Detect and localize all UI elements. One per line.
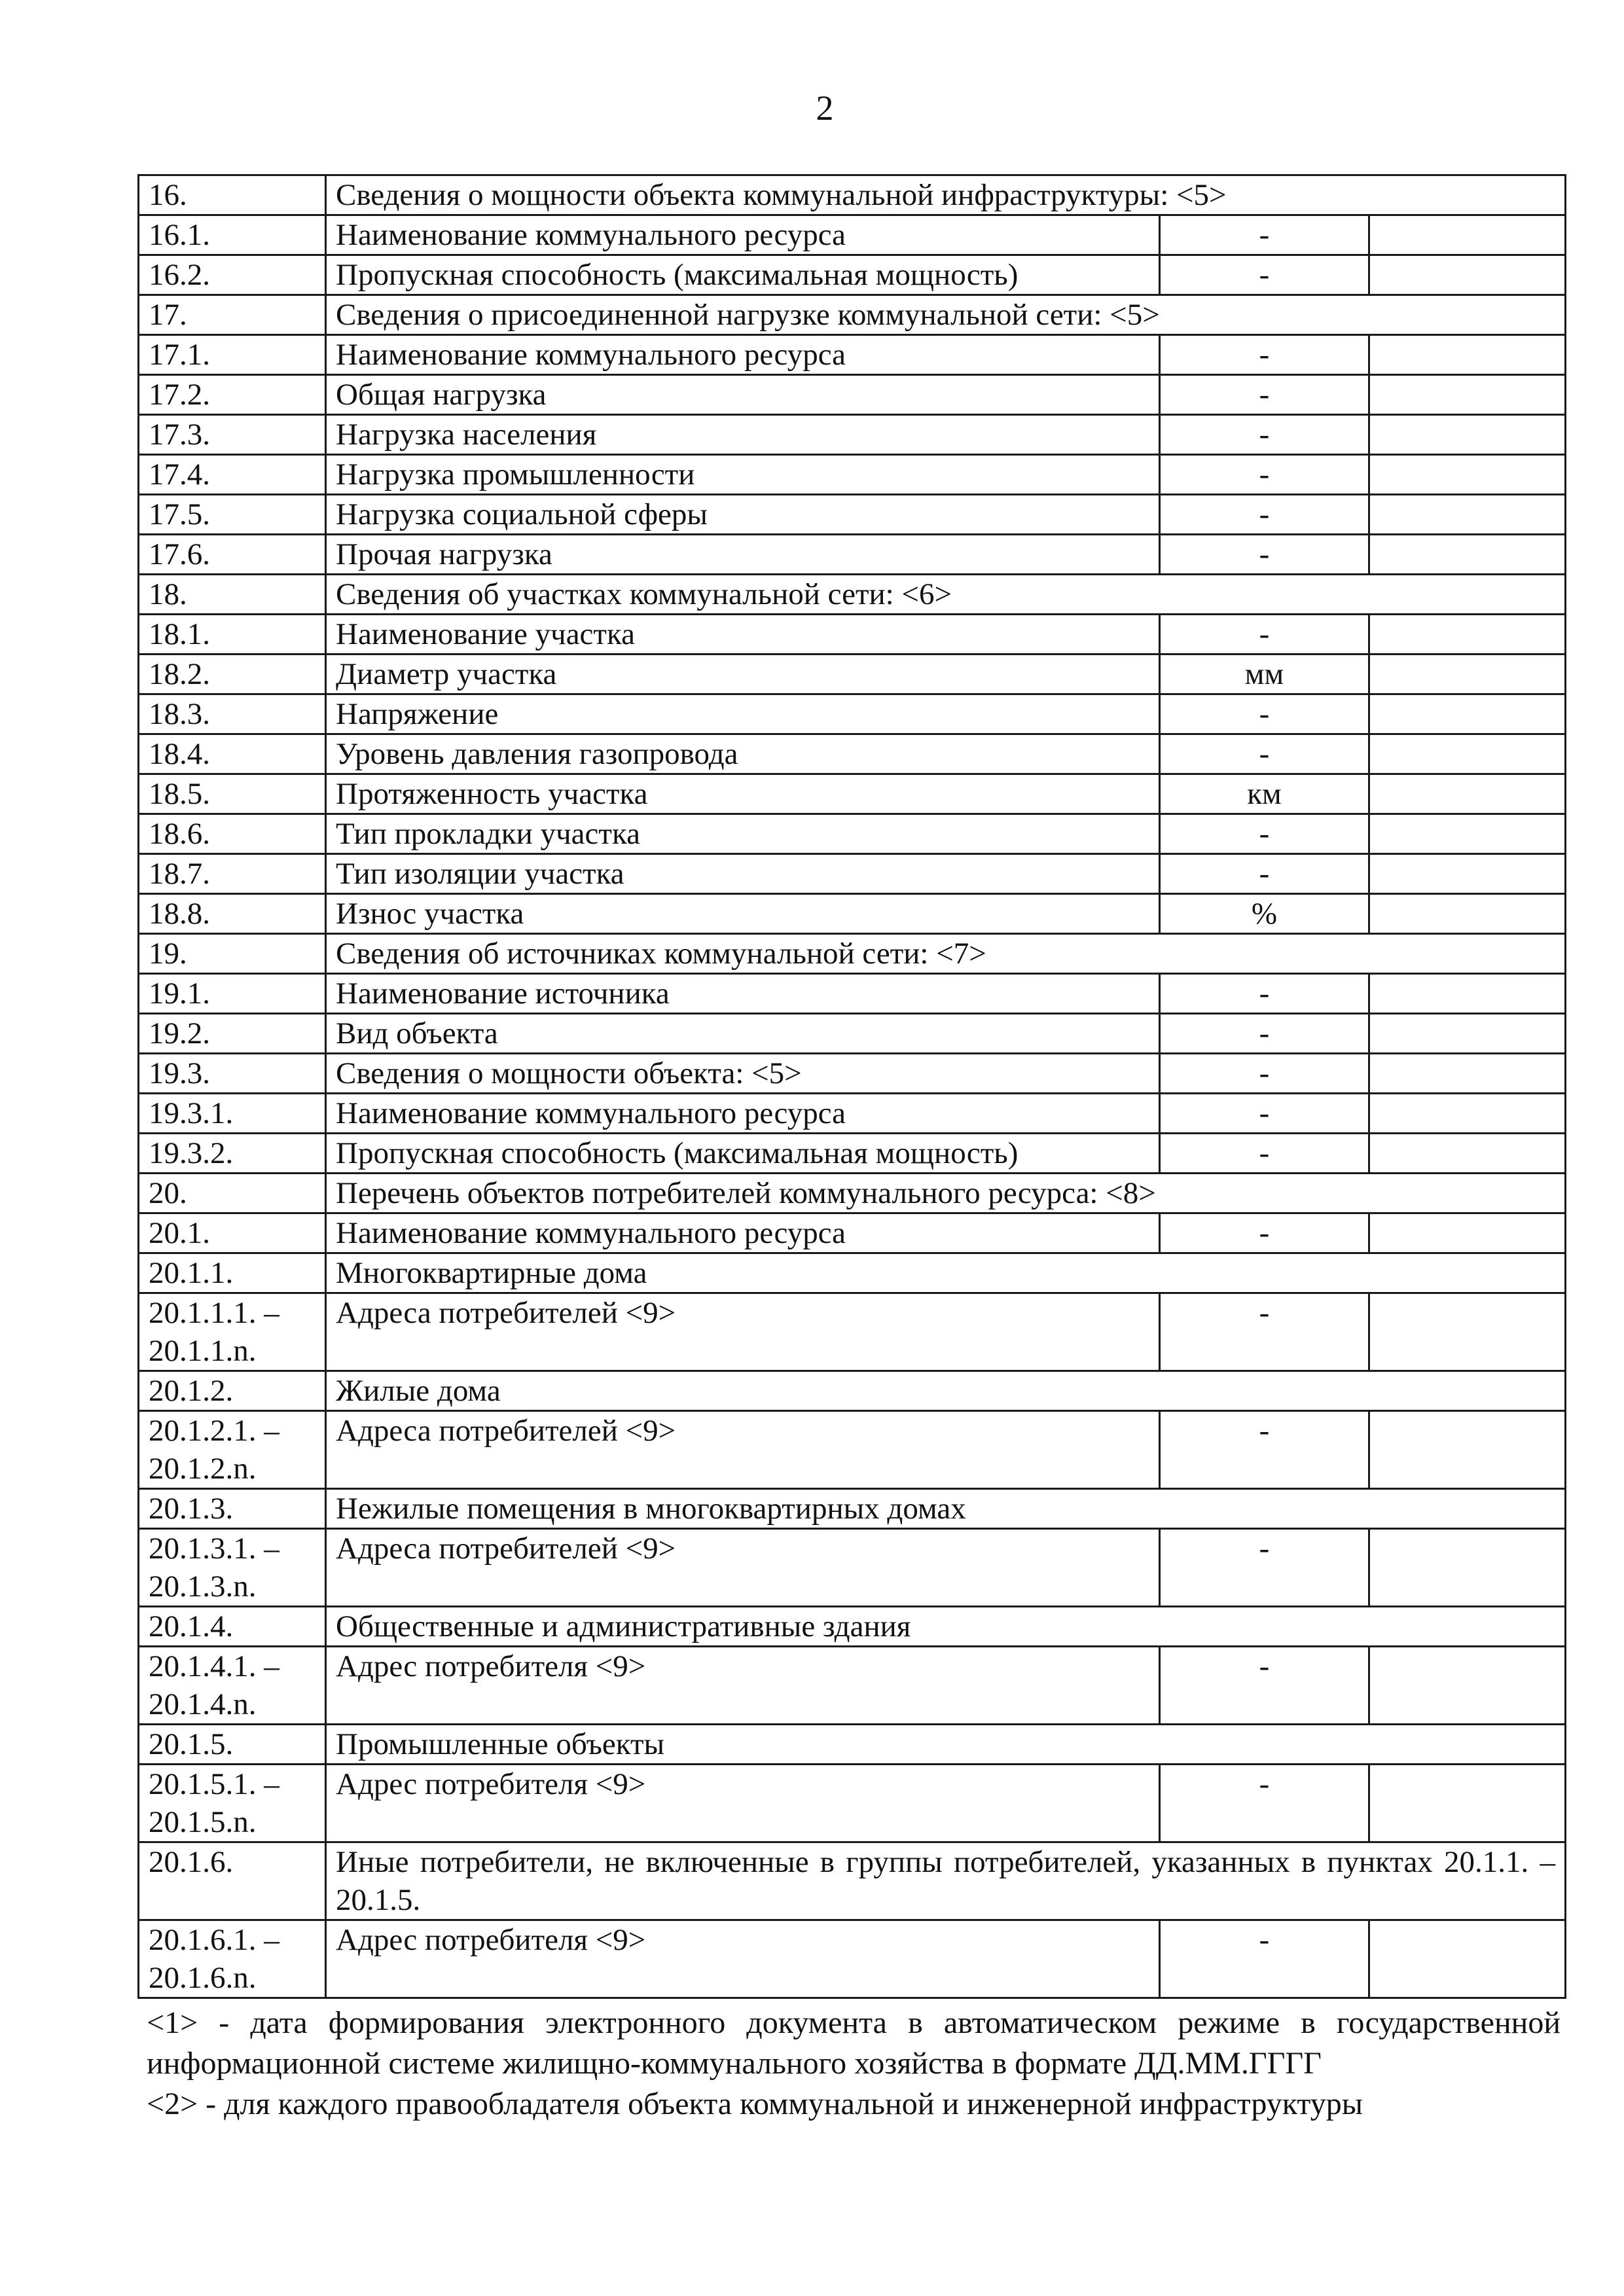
row-unit-cell: - — [1160, 535, 1369, 575]
row-label-cell: Иные потребители, не включенные в группы потребителей, указанных в пунктах 20.1.1. – 20.1.5. — [326, 1842, 1566, 1920]
table-row — [139, 1529, 1566, 1607]
table-row — [139, 1920, 1566, 1998]
table-row — [139, 1411, 1566, 1489]
row-value-cell — [1369, 694, 1566, 734]
row-value-cell — [1369, 1765, 1566, 1842]
table-row — [139, 1213, 1566, 1253]
row-label-cell: Наименование коммунального ресурса — [326, 335, 1160, 375]
row-label-cell: Общая нагрузка — [326, 375, 1160, 415]
row-label-cell: Адрес потребителя <9> — [326, 1920, 1160, 1998]
row-unit-cell: - — [1160, 694, 1369, 734]
row-number-cell: 18.1. — [139, 615, 326, 655]
row-unit-cell: - — [1160, 215, 1369, 255]
row-label-cell: Сведения об источниках коммунальной сети: <7> — [326, 934, 1566, 974]
row-label-cell: Протяженность участка — [326, 774, 1160, 814]
footnote-1: <1> - дата формирования электронного документа в автоматическом режиме в государственной информационной системе жилищно-коммунального хозяйства в формате ДД.ММ.ГГГГ — [147, 2005, 1561, 2081]
row-unit-cell: - — [1160, 455, 1369, 495]
row-number-cell: 20.1. — [139, 1213, 326, 1253]
row-unit-cell: - — [1160, 1054, 1369, 1094]
table-row — [139, 694, 1566, 734]
row-number-cell: 18.8. — [139, 894, 326, 934]
row-number-cell: 16. — [139, 175, 326, 215]
row-number-cell: 20.1.2. — [139, 1371, 326, 1411]
row-label-cell: Сведения об участках коммунальной сети: <6> — [326, 575, 1566, 615]
row-label-cell: Износ участка — [326, 894, 1160, 934]
row-number-cell: 20.1.1.1. – 20.1.1.n. — [139, 1293, 326, 1371]
row-number-cell: 17.3. — [139, 415, 326, 455]
row-label-cell: Наименование источника — [326, 974, 1160, 1014]
row-number-cell: 20.1.6.1. – 20.1.6.n. — [139, 1920, 326, 1998]
row-value-cell — [1369, 1293, 1566, 1371]
row-label-cell: Адрес потребителя <9> — [326, 1765, 1160, 1842]
table-row — [139, 894, 1566, 934]
table-row — [139, 774, 1566, 814]
table-section-row — [139, 934, 1566, 974]
table-row — [139, 535, 1566, 575]
row-value-cell — [1369, 894, 1566, 934]
row-label-cell: Адреса потребителей <9> — [326, 1293, 1160, 1371]
row-label-cell: Уровень давления газопровода — [326, 734, 1160, 774]
row-label-cell: Нагрузка социальной сферы — [326, 495, 1160, 535]
row-value-cell — [1369, 974, 1566, 1014]
table-section-row — [139, 1842, 1566, 1920]
row-number-cell: 19.2. — [139, 1014, 326, 1054]
row-value-cell — [1369, 1213, 1566, 1253]
row-number-cell: 17. — [139, 295, 326, 335]
table-section-row — [139, 575, 1566, 615]
row-unit-cell: км — [1160, 774, 1369, 814]
table-row — [139, 734, 1566, 774]
footnote-2: <2> - для каждого правообладателя объекта коммунальной и инженерной инфраструктуры — [147, 2087, 1363, 2121]
table-row — [139, 1014, 1566, 1054]
row-unit-cell: - — [1160, 335, 1369, 375]
table-row — [139, 974, 1566, 1014]
row-unit-cell: - — [1160, 1765, 1369, 1842]
table-row — [139, 215, 1566, 255]
row-number-cell: 20.1.4. — [139, 1607, 326, 1647]
row-value-cell — [1369, 335, 1566, 375]
row-value-cell — [1369, 1094, 1566, 1134]
table-row — [139, 1054, 1566, 1094]
row-unit-cell: - — [1160, 495, 1369, 535]
row-label-cell: Наименование коммунального ресурса — [326, 215, 1160, 255]
row-label-cell: Нагрузка промышленности — [326, 455, 1160, 495]
table-section-row — [139, 1371, 1566, 1411]
row-value-cell — [1369, 455, 1566, 495]
table-section-row — [139, 1725, 1566, 1765]
row-number-cell: 19. — [139, 934, 326, 974]
row-number-cell: 20.1.2.1. – 20.1.2.n. — [139, 1411, 326, 1489]
row-value-cell — [1369, 1054, 1566, 1094]
row-label-cell: Наименование коммунального ресурса — [326, 1213, 1160, 1253]
row-label-cell: Нежилые помещения в многоквартирных домах — [326, 1489, 1566, 1529]
row-unit-cell: - — [1160, 1411, 1369, 1489]
table-section-row — [139, 175, 1566, 215]
row-value-cell — [1369, 1529, 1566, 1607]
row-number-cell: 16.2. — [139, 255, 326, 295]
row-number-cell: 17.2. — [139, 375, 326, 415]
table-row — [139, 814, 1566, 854]
table-section-row — [139, 1489, 1566, 1529]
row-number-cell: 20.1.4.1. – 20.1.4.n. — [139, 1647, 326, 1725]
row-label-cell: Адрес потребителя <9> — [326, 1647, 1160, 1725]
row-number-cell: 18.2. — [139, 655, 326, 694]
data-table — [137, 174, 1566, 1999]
row-label-cell: Наименование коммунального ресурса — [326, 1094, 1160, 1134]
row-label-cell: Тип прокладки участка — [326, 814, 1160, 854]
row-value-cell — [1369, 1134, 1566, 1174]
row-value-cell — [1369, 255, 1566, 295]
row-label-cell: Наименование участка — [326, 615, 1160, 655]
row-number-cell: 19.3. — [139, 1054, 326, 1094]
row-unit-cell: - — [1160, 734, 1369, 774]
row-number-cell: 18.5. — [139, 774, 326, 814]
table-row — [139, 1094, 1566, 1134]
row-value-cell — [1369, 615, 1566, 655]
row-unit-cell: - — [1160, 1094, 1369, 1134]
row-value-cell — [1369, 655, 1566, 694]
row-number-cell: 18.6. — [139, 814, 326, 854]
row-number-cell: 18. — [139, 575, 326, 615]
row-value-cell — [1369, 1647, 1566, 1725]
row-label-cell: Диаметр участка — [326, 655, 1160, 694]
row-label-cell: Сведения о мощности объекта коммунальной инфраструктуры: <5> — [326, 175, 1566, 215]
table-row — [139, 1647, 1566, 1725]
table-row — [139, 1134, 1566, 1174]
row-number-cell: 20.1.1. — [139, 1253, 326, 1293]
table-row — [139, 375, 1566, 415]
row-number-cell: 20.1.6. — [139, 1842, 326, 1920]
row-label-cell: Нагрузка населения — [326, 415, 1160, 455]
row-unit-cell: - — [1160, 615, 1369, 655]
row-unit-cell: - — [1160, 1920, 1369, 1998]
row-value-cell — [1369, 774, 1566, 814]
table-row — [139, 415, 1566, 455]
row-unit-cell: - — [1160, 854, 1369, 894]
row-unit-cell: % — [1160, 894, 1369, 934]
row-label-cell: Общественные и административные здания — [326, 1607, 1566, 1647]
row-number-cell: 20.1.3.1. – 20.1.3.n. — [139, 1529, 326, 1607]
table-row — [139, 495, 1566, 535]
row-unit-cell: - — [1160, 375, 1369, 415]
row-number-cell: 20.1.3. — [139, 1489, 326, 1529]
row-unit-cell: мм — [1160, 655, 1369, 694]
row-number-cell: 19.1. — [139, 974, 326, 1014]
row-label-cell: Вид объекта — [326, 1014, 1160, 1054]
table-section-row — [139, 295, 1566, 335]
row-label-cell: Тип изоляции участка — [326, 854, 1160, 894]
row-value-cell — [1369, 375, 1566, 415]
row-label-cell: Напряжение — [326, 694, 1160, 734]
table-row — [139, 655, 1566, 694]
row-label-cell: Жилые дома — [326, 1371, 1566, 1411]
row-value-cell — [1369, 535, 1566, 575]
row-number-cell: 17.6. — [139, 535, 326, 575]
row-unit-cell: - — [1160, 1014, 1369, 1054]
page-number: 2 — [816, 88, 834, 128]
row-label-cell: Пропускная способность (максимальная мощность) — [326, 255, 1160, 295]
row-label-cell: Сведения о мощности объекта: <5> — [326, 1054, 1160, 1094]
row-value-cell — [1369, 814, 1566, 854]
row-number-cell: 16.1. — [139, 215, 326, 255]
row-value-cell — [1369, 1920, 1566, 1998]
row-number-cell: 18.3. — [139, 694, 326, 734]
row-unit-cell: - — [1160, 814, 1369, 854]
row-label-cell: Сведения о присоединенной нагрузке коммунальной сети: <5> — [326, 295, 1566, 335]
row-number-cell: 17.5. — [139, 495, 326, 535]
row-number-cell: 20.1.5.1. – 20.1.5.n. — [139, 1765, 326, 1842]
row-value-cell — [1369, 854, 1566, 894]
row-unit-cell: - — [1160, 415, 1369, 455]
table-row — [139, 255, 1566, 295]
row-value-cell — [1369, 1014, 1566, 1054]
row-value-cell — [1369, 1411, 1566, 1489]
row-unit-cell: - — [1160, 255, 1369, 295]
row-label-cell: Пропускная способность (максимальная мощность) — [326, 1134, 1160, 1174]
row-unit-cell: - — [1160, 1293, 1369, 1371]
table-row — [139, 854, 1566, 894]
row-unit-cell: - — [1160, 1647, 1369, 1725]
row-unit-cell: - — [1160, 1213, 1369, 1253]
row-number-cell: 20. — [139, 1174, 326, 1213]
row-label-cell: Промышленные объекты — [326, 1725, 1566, 1765]
table-section-row — [139, 1607, 1566, 1647]
footnotes — [147, 2003, 1561, 2125]
row-label-cell: Адреса потребителей <9> — [326, 1529, 1160, 1607]
row-number-cell: 17.4. — [139, 455, 326, 495]
row-value-cell — [1369, 215, 1566, 255]
row-value-cell — [1369, 734, 1566, 774]
row-number-cell: 20.1.5. — [139, 1725, 326, 1765]
row-number-cell: 18.4. — [139, 734, 326, 774]
row-value-cell — [1369, 415, 1566, 455]
table-section-row — [139, 1253, 1566, 1293]
row-number-cell: 17.1. — [139, 335, 326, 375]
row-number-cell: 18.7. — [139, 854, 326, 894]
table-row — [139, 615, 1566, 655]
row-unit-cell: - — [1160, 974, 1369, 1014]
table-section-row — [139, 1174, 1566, 1213]
table-row — [139, 1765, 1566, 1842]
table-row — [139, 455, 1566, 495]
row-number-cell: 19.3.1. — [139, 1094, 326, 1134]
row-label-cell: Перечень объектов потребителей коммунального ресурса: <8> — [326, 1174, 1566, 1213]
row-unit-cell: - — [1160, 1529, 1369, 1607]
row-label-cell: Прочая нагрузка — [326, 535, 1160, 575]
row-unit-cell: - — [1160, 1134, 1369, 1174]
table-row — [139, 1293, 1566, 1371]
row-label-cell: Многоквартирные дома — [326, 1253, 1566, 1293]
row-label-cell: Адреса потребителей <9> — [326, 1411, 1160, 1489]
table-row — [139, 335, 1566, 375]
row-number-cell: 19.3.2. — [139, 1134, 326, 1174]
row-value-cell — [1369, 495, 1566, 535]
